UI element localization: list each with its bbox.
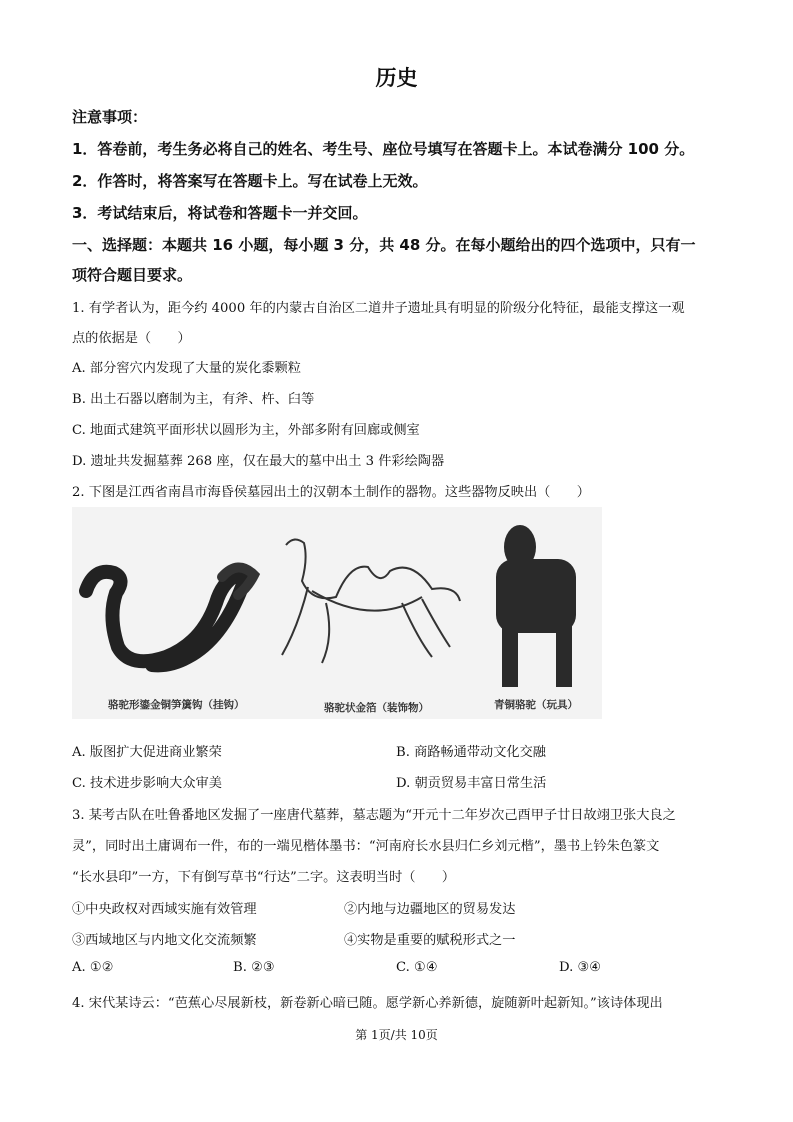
question-3-option-c: C. ①④ bbox=[396, 960, 438, 975]
question-1-stem-cont: 点的依据是（ ） bbox=[72, 331, 191, 346]
notice-item: 3．考试结束后，将试卷和答题卡一并交回。 bbox=[72, 204, 368, 222]
artifact-caption: 青铜骆驼（玩具） bbox=[494, 699, 578, 711]
notice-heading: 注意事项： bbox=[72, 108, 148, 126]
bronze-camel-artifact bbox=[496, 525, 576, 687]
notice-item: 1．答卷前，考生务必将自己的姓名、考生号、座位号填写在答题卡上。本试卷满分 100 分。 bbox=[72, 140, 695, 158]
question-3-statement-2: ②内地与边疆地区的贸易发达 bbox=[344, 902, 516, 917]
question-3-statement-3: ③西域地区与内地文化交流频繁 bbox=[72, 933, 257, 948]
question-2-stem: 2. 下图是江西省南昌市海昏侯墓园出土的汉朝本土制作的器物。这些器物反映出（ ） bbox=[72, 485, 590, 500]
question-1-option-b: B. 出土石器以磨制为主，有斧、杵、臼等 bbox=[72, 392, 315, 407]
question-3-option-d: D. ③④ bbox=[559, 960, 602, 975]
camel-hook-artifact bbox=[86, 572, 244, 666]
question-3-stem: 3. 某考古队在吐鲁番地区发掘了一座唐代墓葬，墓志题为“开元十二年岁次己酉甲子廿日故翊卫张大良之 bbox=[72, 808, 676, 823]
question-3-stem-cont: “长水县印”一方，下有倒写草书“行达”二字。这表明当时（ ） bbox=[72, 870, 456, 885]
camel-gold-foil-artifact bbox=[282, 539, 460, 663]
question-1-stem: 1. 有学者认为，距今约 4000 年的内蒙古自治区二道井子遗址具有明显的阶级分化特征，最能支撑这一观 bbox=[72, 301, 685, 316]
question-1-option-c: C. 地面式建筑平面形状以圆形为主，外部多附有回廊或侧室 bbox=[72, 423, 420, 438]
section-heading: 一、选择题：本题共 16 小题，每小题 3 分，共 48 分。在每小题给出的四个选项中，只有一 bbox=[72, 236, 696, 254]
section-heading-cont: 项符合题目要求。 bbox=[72, 266, 193, 284]
question-1-option-d: D. 遗址共发掘墓葬 268 座，仅在最大的墓中出土 3 件彩绘陶器 bbox=[72, 454, 445, 469]
notice-item: 2．作答时，将答案写在答题卡上。写在试卷上无效。 bbox=[72, 172, 428, 190]
artifact-caption: 骆驼状金箔（装饰物） bbox=[324, 702, 429, 714]
question-2-option-a: A. 版图扩大促进商业繁荣 bbox=[72, 745, 222, 760]
page-footer: 第 1页/共 10页 bbox=[355, 1028, 438, 1042]
question-3-statement-4: ④实物是重要的赋税形式之一 bbox=[344, 933, 516, 948]
artifact-illustration bbox=[72, 507, 602, 719]
artifact-caption: 骆驼形鎏金铜笋簴钩（挂钩） bbox=[108, 699, 245, 711]
question-3-stem-cont: 灵”，同时出土庸调布一件，布的一端见楷体墨书：“河南府长水县归仁乡刘元楷”，墨书上钤朱色篆文 bbox=[72, 839, 660, 854]
question-3-option-a: A. ①② bbox=[72, 960, 114, 975]
artifact-figure bbox=[72, 507, 602, 719]
question-1-option-a: A. 部分窖穴内发现了大量的炭化黍颗粒 bbox=[72, 361, 301, 376]
page-title: 历史 bbox=[375, 66, 418, 90]
question-4-stem: 4. 宋代某诗云：“芭蕉心尽展新枝，新卷新心暗已随。愿学新心养新德，旋随新叶起新知。”该诗体现出 bbox=[72, 996, 663, 1011]
question-3-statement-1: ①中央政权对西域实施有效管理 bbox=[72, 902, 257, 917]
question-3-option-b: B. ②③ bbox=[233, 960, 275, 975]
question-2-option-d: D. 朝贡贸易丰富日常生活 bbox=[396, 776, 547, 791]
question-2-option-c: C. 技术进步影响大众审美 bbox=[72, 776, 222, 791]
question-2-option-b: B. 商路畅通带动文化交融 bbox=[396, 745, 546, 760]
